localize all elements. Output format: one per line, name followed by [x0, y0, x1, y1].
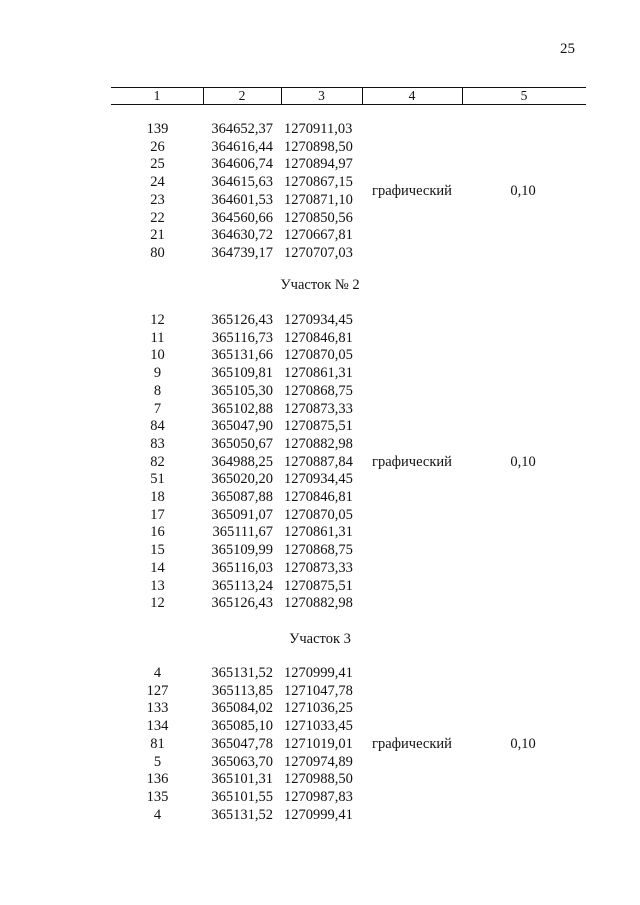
point-number: 21	[150, 227, 165, 244]
coordinate-y: 1270873,33	[284, 400, 353, 417]
coordinate-x: 365126,43	[211, 595, 273, 612]
point-number: 4	[153, 806, 162, 823]
point-number: 25	[150, 156, 165, 173]
coordinate-y: 1270867,15	[284, 174, 353, 191]
table-row	[0, 488, 640, 506]
table-row	[0, 559, 640, 577]
coordinate-x: 365109,99	[211, 542, 273, 559]
point-number: 80	[150, 244, 165, 261]
table-row	[0, 138, 640, 156]
coordinate-y: 1270999,41	[284, 665, 353, 681]
point-number: 81	[150, 735, 165, 752]
table-row	[0, 753, 640, 771]
table-row	[0, 506, 640, 524]
table-row	[0, 417, 640, 435]
point-number: 135	[146, 788, 169, 805]
coordinate-y: 1270846,81	[284, 489, 353, 505]
table-row	[0, 244, 640, 262]
table-header	[111, 87, 586, 105]
point-number: 134	[146, 718, 169, 735]
point-number: 4	[153, 665, 162, 681]
coordinate-y: 1270934,45	[284, 312, 353, 328]
coordinate-x: 365087,88	[211, 489, 273, 505]
table-row	[0, 435, 640, 453]
point-number: 133	[146, 700, 169, 717]
header-col-4: 4	[408, 88, 416, 103]
determination-method: графический	[372, 453, 452, 470]
coordinate-y: 1270894,97	[284, 156, 353, 173]
point-number: 82	[150, 453, 165, 470]
coordinate-x: 364616,44	[211, 138, 273, 155]
point-number: 11	[150, 329, 165, 346]
coordinate-y: 1271047,78	[284, 682, 353, 699]
coordinate-y: 1270861,31	[284, 365, 353, 382]
coordinate-x: 365131,66	[211, 347, 273, 364]
coordinate-y: 1271033,45	[284, 718, 353, 735]
header-col-5: 5	[520, 88, 528, 103]
coordinate-x: 364739,17	[211, 244, 273, 261]
coordinate-x: 365085,10	[211, 718, 273, 735]
table-row	[0, 364, 640, 382]
table-row	[0, 788, 640, 806]
table-row	[0, 382, 640, 400]
point-number: 16	[150, 524, 165, 541]
coordinate-x: 365091,07	[211, 506, 273, 523]
point-number: 7	[153, 400, 162, 417]
coordinate-x: 365020,20	[211, 471, 273, 488]
point-number: 139	[146, 121, 169, 137]
coordinate-y: 1270861,31	[284, 524, 353, 541]
coordinate-y: 1270667,81	[284, 227, 353, 244]
coordinate-x: 364988,25	[211, 453, 273, 470]
point-number: 5	[153, 753, 162, 770]
coordinate-y: 1270846,81	[284, 329, 353, 346]
coordinate-y: 1270870,05	[284, 506, 353, 523]
coordinate-y: 1270987,83	[284, 788, 353, 805]
coordinate-x: 365131,52	[211, 806, 273, 823]
table-row	[0, 155, 640, 173]
table-row	[0, 806, 640, 824]
coordinate-y: 1271019,01	[284, 735, 353, 752]
point-number: 22	[150, 209, 165, 226]
table-row	[0, 346, 640, 364]
accuracy-value: 0,10	[510, 453, 536, 470]
point-number: 15	[150, 542, 165, 559]
coordinate-x: 365050,67	[211, 435, 273, 452]
coordinate-y: 1270875,51	[284, 418, 353, 435]
section-title: Участок 3	[289, 631, 351, 647]
table-row	[0, 577, 640, 595]
point-number: 84	[150, 418, 165, 435]
header-col-3: 3	[318, 88, 325, 103]
table-row	[0, 594, 640, 612]
coordinate-y: 1270707,03	[284, 244, 353, 261]
point-number: 18	[150, 489, 165, 505]
coordinate-y: 1270870,05	[284, 347, 353, 364]
coordinate-y: 1271036,25	[284, 700, 353, 717]
coordinate-x: 365105,30	[211, 382, 273, 399]
accuracy-value: 0,10	[510, 182, 536, 199]
point-number: 10	[150, 347, 165, 364]
header-col-1: 1	[153, 88, 161, 103]
coordinate-x: 364601,53	[211, 191, 273, 208]
point-number: 12	[150, 595, 165, 612]
coordinate-y: 1270974,89	[284, 753, 353, 770]
coordinate-y: 1270871,10	[284, 191, 353, 208]
coordinate-x: 365113,24	[211, 577, 273, 594]
coordinate-x: 365084,02	[211, 700, 273, 717]
coordinate-x: 365131,52	[211, 665, 273, 681]
point-number: 17	[150, 506, 165, 523]
table-row	[0, 682, 640, 700]
coordinate-x: 365101,31	[211, 771, 273, 788]
table-row	[0, 664, 640, 682]
point-number: 83	[150, 435, 165, 452]
coordinate-y: 1270875,51	[284, 577, 353, 594]
coordinate-y: 1270882,98	[284, 595, 353, 612]
point-number: 26	[150, 138, 165, 155]
coordinate-y: 1270934,45	[284, 471, 353, 488]
page-number: 25	[560, 41, 575, 57]
coordinate-x: 365113,85	[211, 682, 273, 699]
coordinate-x: 365109,81	[211, 365, 273, 382]
table-row	[0, 329, 640, 347]
coordinate-x: 364630,72	[211, 227, 273, 244]
point-number: 8	[153, 382, 162, 399]
table-row	[0, 209, 640, 227]
coordinate-y: 1270868,75	[284, 542, 353, 559]
coordinate-x: 364615,63	[211, 174, 273, 191]
coordinate-x: 365101,55	[211, 788, 273, 805]
coordinate-y: 1270898,50	[284, 138, 353, 155]
accuracy-value: 0,10	[510, 735, 536, 752]
coordinate-y: 1270911,03	[284, 121, 353, 137]
coordinate-x: 365102,88	[211, 400, 273, 417]
section-title: Участок № 2	[280, 277, 360, 293]
determination-method: графический	[372, 735, 452, 752]
point-number: 12	[150, 312, 165, 328]
point-number: 51	[150, 471, 165, 488]
coordinate-y: 1270868,75	[284, 382, 353, 399]
determination-method: графический	[372, 182, 452, 199]
point-number: 24	[150, 174, 165, 191]
table-row	[0, 120, 640, 138]
coordinate-y: 1270988,50	[284, 771, 353, 788]
coordinate-x: 364652,37	[211, 121, 273, 137]
table-row	[0, 311, 640, 329]
coordinate-x: 364560,66	[211, 209, 273, 226]
coordinate-x: 365111,67	[212, 524, 273, 541]
point-number: 9	[153, 365, 162, 382]
table-row	[0, 470, 640, 488]
coordinate-x: 365047,90	[211, 418, 273, 435]
table-row	[0, 770, 640, 788]
coordinate-x: 364606,74	[211, 156, 273, 173]
coordinate-y: 1270850,56	[284, 209, 353, 226]
coordinate-y: 1270873,33	[284, 559, 353, 576]
coordinate-y: 1270882,98	[284, 435, 353, 452]
coordinate-x: 365063,70	[211, 753, 273, 770]
header-col-2: 2	[238, 88, 246, 103]
table-row	[0, 717, 640, 735]
table-row	[0, 523, 640, 541]
table-row	[0, 226, 640, 244]
point-number: 14	[150, 559, 165, 576]
point-number: 23	[150, 191, 165, 208]
table-row	[0, 541, 640, 559]
point-number: 127	[146, 682, 169, 699]
coordinate-x: 365116,03	[211, 559, 273, 576]
coordinate-y: 1270999,41	[284, 806, 353, 823]
table-row	[0, 699, 640, 717]
coordinate-y: 1270887,84	[284, 453, 353, 470]
table-row	[0, 400, 640, 418]
point-number: 13	[150, 577, 165, 594]
coordinate-x: 365116,73	[211, 329, 273, 346]
coordinate-x: 365126,43	[211, 312, 273, 328]
coordinate-x: 365047,78	[211, 735, 273, 752]
point-number: 136	[146, 771, 169, 788]
